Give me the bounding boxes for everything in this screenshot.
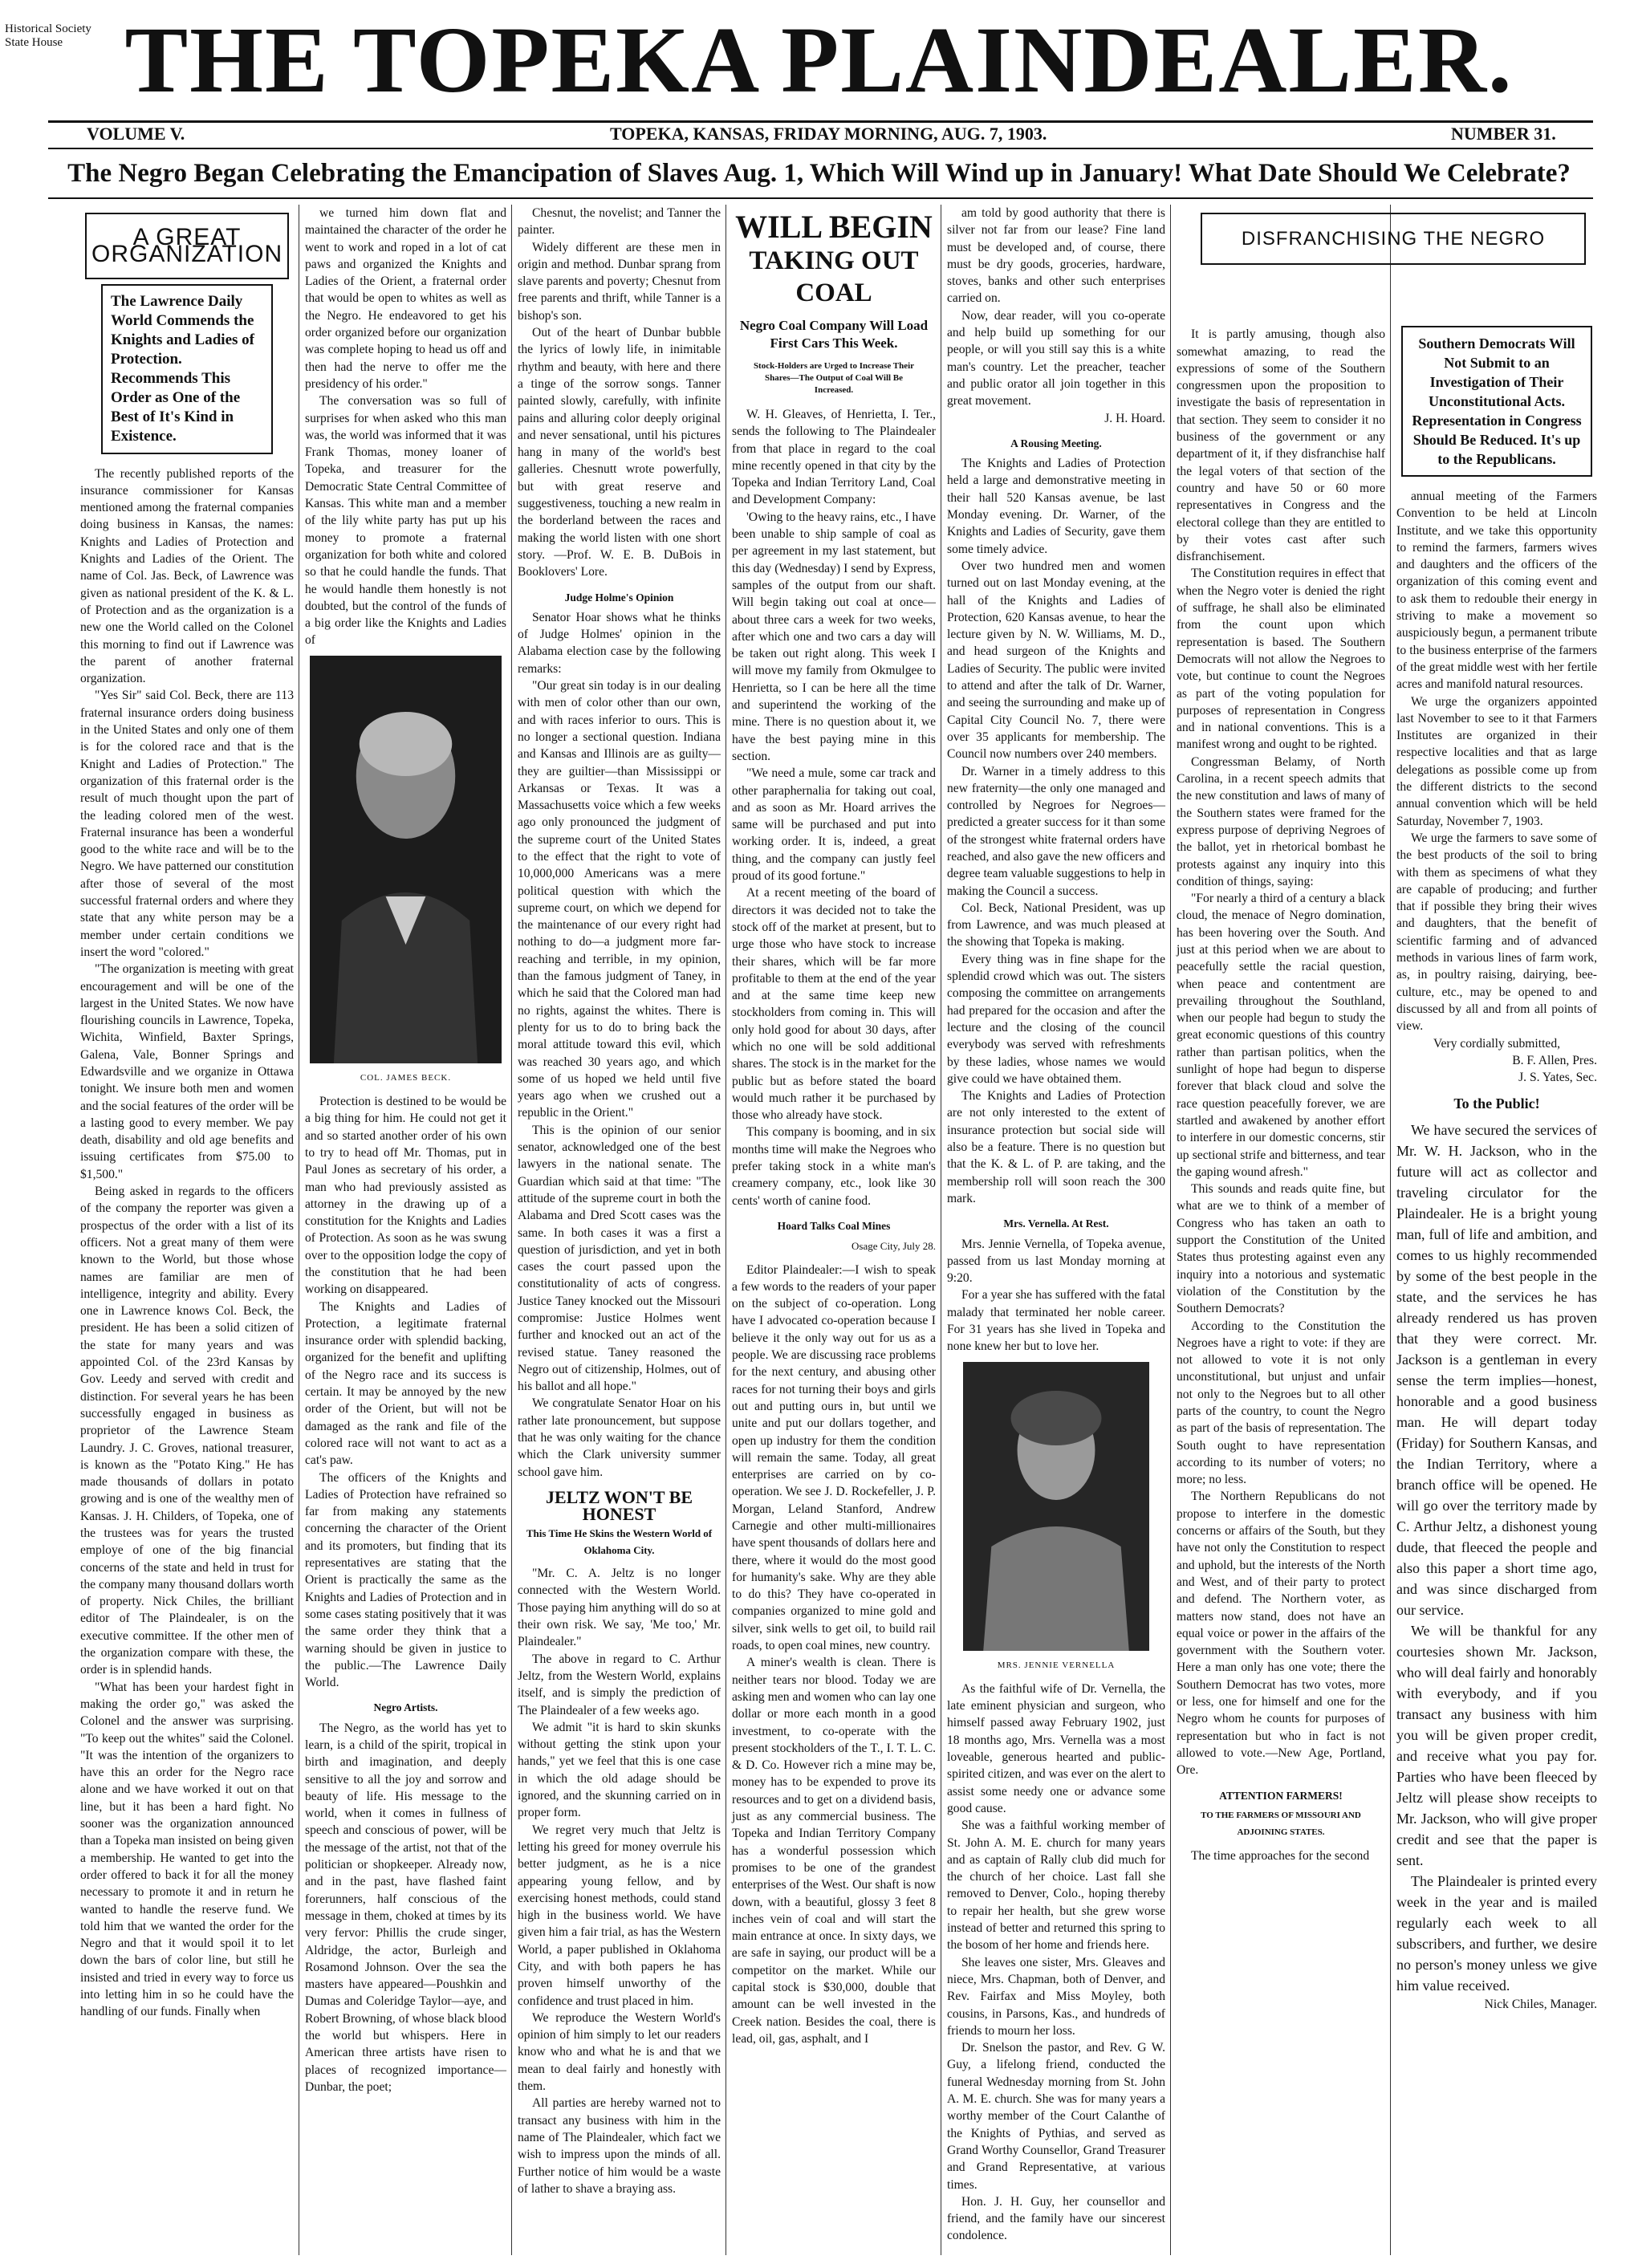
article-paragraph: We reproduce the Western World's opinion of him simply to let our readers know who and what he is and that we mean to deal fairly and honestly with them. — [518, 2010, 721, 2094]
rousing-meeting-heading: A Rousing Meeting. — [1010, 437, 1102, 449]
farmers-signature-secretary: J. S. Yates, Sec. — [1518, 1071, 1597, 1085]
article-paragraph: Congressman Belamy, of North Carolina, in a recent speech admits that the new constitution and laws of many of the Southern states were framed for the express purpose of depriving Negroes of the ballot, yet in rhetorical bombast he protests against any inquiry into this condition of things, saying: — [1177, 754, 1385, 888]
article-paragraph: This is the opinion of our senior senator, acknowledged one of the best lawyers in the national senate. The Guardian which said at that time: "The attitude of the supreme court in both the Alabama and Dred Scott cases was the same. In both cases it was a first a question of jurisdiction, and yet in both cases the court passed upon the constitutionality of acts of congress. Justice Taney knocked out the Missouri compromise: Justice Holmes went further and knocked out an act of the revised statue. Taney reasoned the Negro out of citizenship, Holmes, out of his ballot and all hope." — [518, 1123, 721, 1394]
great-organization-box-title: A GREAT ORGANIZATION — [85, 213, 289, 279]
attention-farmers-heading: ATTENTION FARMERS! — [1219, 1789, 1343, 1802]
portrait-photo-jennie-vernella — [963, 1362, 1149, 1651]
masthead-rule-top — [48, 120, 1593, 123]
column-7 — [1396, 321, 1597, 2263]
article-paragraph: The conversation was so full of surprises for when asked who this man was, the world was informed that it was Frank Thomas, money loaner of Topeka, and treasurer for the Democratic State Central Committee of Kansas. This white man and a member of the lily white party has put up his money to promote a fraternal organization for both white and colored so that he could handle the funds. That he would handle them honestly is not doubted, but the control of the funds of a big order like the Knights and Ladies of — [305, 394, 506, 648]
article-paragraph: 'Owing to the heavy rains, etc., I have been unable to ship sample of coal as per agreement in my last statement, but this day (Wednesday) I send by Express, samples of the output from our shaft. Will begin taking out coal at once—about three cars a week for two weeks, after which one and two cars a day will be taken out right along. This week I will move my family from Okmulgee to Henrietta, so I can be here all the time and superintend the working of the mine. There is no question about it, we have the best paying mine in this section. — [732, 510, 936, 763]
article-paragraph: It is partly amusing, though also somewhat amazing, to read the expressions of some of the Southern congressmen upon the proposition to investigate the basis of representation in that section. They seem to consider it no business of the government or any department of it, if they disfranchise half the legal voters of that section of the country and have 50 or 60 more representatives in Congress and the electoral college than they are entitled to by their votes cast after such disfranchisement. — [1177, 327, 1385, 564]
article-paragraph: This company is booming, and in six months time will make the Negroes who prefer taking stock in a white man's creamery company, etc., look like 30 cents' worth of canine food. — [732, 1125, 936, 1208]
article-paragraph: She leaves one sister, Mrs. Gleaves and niece, Mrs. Chapman, both of Denver, and Rev. Fairfax and Miss Moyley, both cousins, in Parsons, Kas., and hundreds of friends to mourn her loss. — [947, 1955, 1165, 2038]
column-rule — [1390, 205, 1391, 2255]
article-paragraph: At a recent meeting of the board of directors it was decided not to take the stock off of the market at present, but to urge those who have stock to increase their shares, which will be far more profitable to them at the end of the year and at the same time keep new stockholders from coming in. This will only hold good for about 30 days, after which no one will be sold additional shares. The stock is in the market for the public but as before stated the board would much rather it be purchased by those who already have stock. — [732, 886, 936, 1123]
article-paragraph: Senator Hoar shows what he thinks of Judge Holmes' opinion in the Alabama election case by the following remarks: — [518, 610, 721, 676]
article-paragraph: For a year she has suffered with the fatal malady that terminated her noble career. For 31 years has she lived in Topeka and none knew her but to love her. — [947, 1288, 1165, 1354]
masthead-title: THE TOPEKA PLAINDEALER. — [124, 7, 1514, 112]
column-rule — [511, 205, 512, 2255]
article-paragraph: The above in regard to C. Arthur Jeltz, from the Western World, explains itself, and is simply the prediction of The Plaindealer of a few weeks ago. — [518, 1652, 721, 1717]
article-paragraph: The Knights and Ladies of Protection held a large and demonstrative meeting in their hall 520 Kansas avenue, be last Monday evening. Dr. Warner, of the Knights and Ladies of Security, gave them some timely advice. — [947, 457, 1165, 556]
article-paragraph: "What has been your hardest fight in making the order go," was asked the Colonel and the answer was surprising. "To keep out the whites" said the Colonel. "It was the intention of the organizers to have this an order for the Negro race alone and we have worked it out on that line, but it has been a hard fight. No sooner was the organization announced than a Topeka man insisted on being given a membership. He wanted to get into the order offered to back it for all the money necessary to promote it and in return he wanted to handle the reserve fund. We told him that we wanted the order for the Negro and that it would spoil it to let down the bars of color line, but still he insisted and tried in every way to force us into letting him in so he could have the handling of our funds. Finally when — [80, 1680, 294, 2019]
article-paragraph: We admit "it is hard to skin skunks without getting the stink upon your hands," yet we feel that this is one case in which the old adage should be ignored, and the skunning carried on in proper form. — [518, 1720, 721, 1820]
spacer — [1177, 270, 1385, 326]
disfranchising-deck: Southern Democrats Will Not Submit to an Investigation of Their Unconstitutional Acts. Representation in Congress Should Be Reduced. It's up to the Republicans. — [1401, 326, 1592, 477]
hoard-signature: J. H. Hoard. — [1104, 411, 1165, 425]
column-3 — [518, 205, 721, 2259]
photo-caption: MRS. JENNIE VERNELLA — [997, 1660, 1116, 1670]
article-paragraph: The Northern Republicans do not propose to interfere in the domestic concerns or affairs of the South, but they have not only the Constitution to respect and uphold, but the interests of the North and West, and of their party to protect and defend. The Northern voter, as matters now stand, does not have an equal voice or power in the affairs of the government with the Southern voter. Here a man only has one vote; there the Southern Democrat has two votes, more or less, one for himself and one for the Negro whom he counts for purposes of representation but who in fact is not allowed to vote.—New Age, Portland, Ore. — [1177, 1490, 1385, 1778]
article-paragraph: We urge the organizers appointed last November to see to it that Farmers Institutes are organized in their respective localities and that as large delegations as possible come up from the different districts to the second annual convention which will be held Saturday, November 7, 1903. — [1396, 694, 1597, 828]
article-paragraph: The Negro, as the world has yet to learn, is a child of the spirit, tropical in birth and imagination, and deeply sensitive to all the joy and sorrow and beauty of life. His message to the world, when it comes in fullness of speech and conscious of power, will be the message of the artist, not that of the politician or shopkeeper. Already now, and in the past, have flashed faint forerunners, half conscious of the message in them, choked at times by its very fervor: Phillis the crude singer, Aldridge, the actor, Burleigh and Rosamond Johnson. Over the sea the masters have appeared—Poushkin and Dumas and Coleridge Taylor—aye, and Robert Browning, of whose black blood the world but whispers. Here in American three artists have risen to places of recognized importance—Dunbar, the poet; — [305, 1721, 506, 2094]
article-paragraph: We urge the farmers to save some of the best products of the soil to bring with them as specimens of what they are capable of producing; and further that if possible they bring their wives and daughters, that the benefit of scientific farming and of advanced methods in various lines of farm work, as, in poultry raising, dairying, bee-culture, etc., may be opened to and discussed by all and from all points of view. — [1396, 831, 1597, 1034]
article-paragraph: The Knights and Ladies of Protection are not only interested to the extent of insurance protection but social side will also be a feature. There is no question but that the K. & L. of P. are taking, and the membership roll will soon reach the 300 mark. — [947, 1089, 1165, 1205]
article-paragraph: "The organization is meeting with great encouragement and will be one of the largest in the United States. We now have flourishing councils in Lawrence, Topeka, Wichita, Winfield, Baxter Springs, Galena, Vale, Bonner Springs and Edwardsville and we organize in Ottawa tonight. We insure both men and women and the social features of the order will be a lasting good to every member. We pay death, disability and old age benefits and issuing certificates from $75.00 to $1,500." — [80, 962, 294, 1181]
vernella-heading: Mrs. Vernella. At Rest. — [1003, 1217, 1109, 1230]
portrait-photo-col-beck — [310, 656, 502, 1063]
issue-line-rule — [48, 148, 1593, 149]
stamp-line-1: Historical Society — [5, 22, 91, 35]
jeltz-subheadline: This Time He Skins the Western World of Oklahoma City. — [526, 1526, 713, 1556]
coal-headline-line-1: WILL BEGIN — [735, 209, 933, 245]
coal-headline-line-2: TAKING OUT COAL — [749, 246, 919, 307]
to-the-public-heading: To the Public! — [1453, 1095, 1540, 1112]
column-2 — [305, 205, 506, 2259]
column-rule — [1170, 205, 1171, 2255]
article-paragraph: The officers of the Knights and Ladies of Protection have refrained so far from making any statements concerning the character of the Orient and its promoters, but finding that its representatives are stating that the Orient is practically the same as the Knights and Ladies of Protection and in some cases stating positively that it was the same order they think that a warning should be given in justice to the public.—The Lawrence Daily World. — [305, 1470, 506, 1690]
article-paragraph: We have secured the services of Mr. W. H. Jackson, who in the future will act as collector and traveling circulator for the Plaindealer. He is a bright young man, full of life and ambition, and comes to us highly recommended by some of the best people in the state, and the services he has already rendered us has proven that they were correct. Mr. Jackson is a gentleman in every sense the term implies—honest, honorable and a good business man. He will depart today (Friday) for Southern Kansas, and the Indian Territory, where a branch office will be opened. He will go over the territory made by C. Arthur Jeltz, a dishonest young dude, that fleeced the people and also this paper a short time ago, and was since discharged from our service. — [1396, 1121, 1597, 1618]
article-paragraph: Over two hundred men and women turned out on last Monday evening, at the hall of the Knights and Ladies of Protection, 620 Kansas avenue, to hear the lecture given by N. W. Williams, M. D., and head surgeon of the Knights and Ladies of Security. The public were invited to attend and after the talk of Dr. Warner, and seeing the surrounding and make up of Capital City Council No. 7, there were over 35 applicants for membership. The Council now numbers over 240 members. — [947, 559, 1165, 762]
portrait-figure-icon — [963, 1362, 1149, 1651]
article-paragraph: All parties are hereby warned not to transact any business with him in the name of The Plaindealer, which fact we wish to impress upon the minds of all. Further notice of him would be a waste of lather to shave a braying ass. — [518, 2096, 721, 2196]
article-paragraph: Out of the heart of Dunbar bubble the lyrics of lowly life, in inimitable rhythm and beauty, with here and there a tinge of the sorrow songs. Tanner painted slowly, carefully, with infinite pains and alluring color deeply original and never sensational, until his pictures hang in many of the world's best galleries. Chesnutt wrote powerfully, but with great reserve and suggestiveness, touching a new realm in the borderland between the races and making the world listen with one short story. —Prof. W. E. B. DuBois in Booklovers' Lore. — [518, 326, 721, 579]
article-paragraph: The time approaches for the second — [1191, 1849, 1370, 1864]
article-paragraph: She was a faithful working member of St. John A. M. E. church for many years and as captain of Rally club did much for the church of her choice. Last fall she removed to Denver, Colo., hoping thereby to repair her health, but she grew worse instead of better and returned this spring to the bosom of her home and friends here. — [947, 1819, 1165, 1953]
portrait-figure-icon — [310, 656, 502, 1063]
column-1 — [80, 205, 294, 2259]
jeltz-headline: JELTZ WON'T BE HONEST — [545, 1486, 693, 1525]
stamp-line-2: State House — [5, 36, 63, 49]
article-paragraph: Widely different are these men in origin and method. Dunbar sprang from slave parents and poverty; Chesnut from free parents and thrift, while Tanner is a bishop's son. — [518, 240, 721, 323]
article-paragraph: we turned him down flat and maintained the character of the order he went to work and roped in a lot of cat paws and organized the Knights and Ladies of the Orient, a fraternal order that would be open to whites as well as the Negro. He endeavored to get his order organized before our organization was complete hoping to head us off and then had the nerve to offer me the presidency of his order." — [305, 206, 506, 391]
article-paragraph: Chesnut, the novelist; and Tanner the painter. — [518, 206, 721, 238]
attention-farmers-subheading: TO THE FARMERS OF MISSOURI AND ADJOINING STATES. — [1201, 1810, 1361, 1838]
banner-headline: The Negro Began Celebrating the Emancipation of Slaves Aug. 1, Which Will Wind up in January! What Date Should We Celebrate? — [67, 159, 1571, 188]
article-paragraph: A miner's wealth is clean. There is neither tears nor blood. Today we are asking men and women who can lay one dollar or more each month in a good investment, to co-operate with the present stockholders of the T., I. T. L. C. & D. Co. However rich a mine may be, money has to be expended to prove its resources and to get on a dividend basis, just as any commercial business. The Topeka and Indian Territory Company has a wonderful possession which promises to be one of the grandest enterprises of the West. Our shaft is now down, with a beautiful, glossy 3 feet 8 inches vein of coal and will start the main entrance at once. In sixty days, we are safe in saying, our product will be a competitor on the market. While our capital stock is $30,000, double that amount can be well invested in the Creek nation. Besides the coal, there is lead, oil, gas, asphalt, and I — [732, 1656, 936, 2046]
number-label: NUMBER 31. — [1451, 124, 1556, 144]
article-paragraph: Mrs. Jennie Vernella, of Topeka avenue, passed from us last Monday morning at 9:20. — [947, 1237, 1165, 1286]
article-paragraph: Col. Beck, National President, was up from Lawrence, and was much pleased at the showing that Topeka is making. — [947, 900, 1165, 949]
article-paragraph: Now, dear reader, will you co-operate and help build up something for our people, or will you still say this is a white man's country. Let the preacher, teacher and public orator all join together in this great movement. — [947, 308, 1165, 408]
column-5 — [947, 205, 1165, 2259]
article-paragraph: W. H. Gleaves, of Henrietta, I. Ter., sends the following to The Plaindealer from that place in regard to the coal mine recently opened in that city by the Topeka and Indian Territory Land, Coal and Development Company: — [732, 408, 936, 507]
article-paragraph: The recently published reports of the insurance commissioner for Kansas mentioned among the fraternal companies doing business in Kansas, the names: Knights and Ladies of Protection and Knights and Ladies of the Orient. The name of Col. Jas. Beck, of Lawrence was given as national president of the K. & L. of Protection and as the organization is a new one the World called on the Colonel this morning to find out if Lawrence was the parent of another fraternal organization. — [80, 466, 294, 686]
column-4 — [732, 205, 936, 2259]
article-paragraph: Dr. Snelson the pastor, and Rev. G W. Guy, a lifelong friend, conducted the funeral Wednesday morning from St. John A. M. E. church. She was for many years a worthy member of the Court Calanthe of the Knights of Pythias, and served as Grand Worthy Counsellor, Grand Treasurer and Grand Representative, at various times. — [947, 2041, 1165, 2192]
hoard-coal-mines-heading: Hoard Talks Coal Mines — [777, 1219, 891, 1232]
negro-artists-heading: Negro Artists. — [373, 1701, 438, 1714]
article-paragraph: We regret very much that Jeltz is letting his greed for money overrule his better judgment, as he is a nice appearing young fellow, and by exercising honest methods, could stand high in the business world. We have given him a fair trial, as has the Western World, a paper published in Oklahoma City, and with both papers he has proven himself unworthy of the confidence and trust placed in him. — [518, 1823, 721, 2008]
coal-deck-1: Negro Coal Company Will Load First Cars This Week. — [739, 318, 929, 351]
volume-label: VOLUME V. — [87, 124, 185, 144]
article-paragraph: This sounds and reads quite fine, but what are we to think of a member of Congress who has taken an oath to support the Constitution of the United States thus protesting against even any inquiry into a notorious and systematic violation of the Constitution by the Southern Democrats? — [1177, 1182, 1385, 1316]
article-paragraph: We will be thankful for any courtesies shown Mr. Jackson, who will deal fairly and honorably with everybody, and if you transact any business with him you will be given proper credit, and receive what you pay for. Parties who have been fleeced by Jeltz will please show receipts to Mr. Jackson, who will give proper credit and see that the paper is sent. — [1396, 1622, 1597, 1868]
place-date-label: TOPEKA, KANSAS, FRIDAY MORNING, AUG. 7, 1903. — [610, 124, 1047, 144]
article-paragraph: "For nearly a third of a century a black cloud, the menace of Negro domination, has been hovering over the South. And just at this period when we are about to peacefully settle the racial question, when peace and contentment are prevailing throughout the Southland, when our people had begun to study the great economic questions of this country rather than partisan politics, when the sunlight of hope had begun to disperse forever that black cloud and solve the race question peacefully forever, we are startled and awakened by another effort to interfere in our domestic concerns, stir up sectional strife and bitterness, and tear the gaping wound afresh." — [1177, 892, 1385, 1179]
disfranchising-box-title: DISFRANCHISING THE NEGRO — [1201, 213, 1586, 265]
article-paragraph: As the faithful wife of Dr. Vernella, the late eminent physician and surgeon, who himself passed away February 1902, just 18 months ago, Mrs. Vernella was a most loveable, generous hearted and public-spirited citizen, and was ever on the alert to assist some needy one or advance some good cause. — [947, 1681, 1165, 1815]
article-paragraph: Hon. J. H. Guy, her counsellor and friend, and the family have our sincerest condolence. — [947, 2194, 1165, 2243]
article-paragraph: "We need a mule, some car track and other paraphernalia for taking out coal, and as soon as Mr. Hoard arrives the same will be purchased and put into working order. It is, indeed, a great thing, and the company can justly feel proud of its good fortune." — [732, 766, 936, 884]
farmers-closing: Very cordially submitted, — [1433, 1036, 1561, 1051]
article-paragraph: Every thing was in fine shape for the splendid crowd which was out. The sisters composing the committee on arrangements had prepared for the occasion and after the lecture and the closing of the council everybody was served with refreshments by these ladies, whose names we would give could we have obtained them. — [947, 952, 1165, 1086]
great-organization-deck: The Lawrence Daily World Commends the Knights and Ladies of Protection. Recommends This Order as One of the Best of It's Kind in Existence. — [101, 284, 273, 454]
article-paragraph: am told by good authority that there is silver not far from our lease? Fine land must be developed and, of course, there must be dry goods, groceries, hardware, stoves, banks and other such enterprises carried on. — [947, 206, 1165, 306]
article-paragraph: "Yes Sir" said Col. Beck, there are 113 fraternal insurance orders doing business in the United States and only one of them is for the colored race and that is the Knight and Ladies of Protection." The organization of this fraternal order is the result of much thought upon the part of the leading colored men of the west. Fraternal insurance has been a wonderful good to the white race and will be to the Negro. We have patterned our constitution after those of several of the most successful fraternal orders and where they state that any white person may be a member under certain conditions we insert the word "colored." — [80, 689, 294, 959]
photo-caption: COL. JAMES BECK. — [360, 1072, 452, 1083]
article-paragraph: According to the Constitution the Negroes have a right to vote: if they are not allowed to vote it is not only unconstitutional, but unjust and unfair not only to the Negroes but to all other parts of the country, to count the Negro as part of the basis of representation. The South ought to have representation according to its number of voters; no more; no less. — [1177, 1319, 1385, 1487]
article-paragraph: Editor Plaindealer:—I wish to speak a few words to the readers of your paper on the subject of co-operation. Long have I advocated co-operation because I believe it the only way out for us as a people. We are discussing race problems for the next century, and abusing other races for not turning their boys and girls out and putting ours in, but until we unite and put our dollars together, and open up industry for them the condition will remain the same. Today, all great enterprises are carried on by co-operation. We see J. D. Rockefeller, J. P. Morgan, Leland Stanford, Andrew Carnegie and other multi-millionaires have spent thousands of dollars here and there, where it would do the most good for humanity's sake. Why are they able to do this? They have co-operated in companies organized to mine gold and silver, sink wells to get oil, to build rail roads, to open coal mines, new country. — [732, 1262, 936, 1653]
article-paragraph: "Our great sin today is in our dealing with men of color other than our own, and with races inferior to ours. This is no longer a sectional question. Indiana and Kansas and Illinois are as guilty—they are guiltier—than Mississippi or Arkansas or Texas. It was a Massachusetts voice which a few weeks ago only pronounced the judgment of the supreme court of the United States to the effect that the right to vote of 10,000,000 Americans was a mere political question with which the supreme court, on which we depend for the maintenance of our every right had nothing to do—a judgment more far-reaching and terrible, in my opinion, than the famous judgment of Taney, in which he said that the Colored man had no rights, against the whites. There is plenty for us to do to bring back the moral attitude toward this evil, which was reached 30 years ago, and which some of us hoped we held until five years ago when we crushed out a republic in the Orient." — [518, 679, 721, 1120]
article-paragraph: annual meeting of the Farmers Convention to be held at Lincoln Institute, and we take this opportunity to remind the farmers, farmers wives and daughters and the officers of the organization of this coming event and to ask them to redouble their energy in striving to make a movement so auspiciously begun, a permanent tribute to the business enterprise of the farmers of the great middle west with her fertile acres and manifold natural resources. — [1396, 490, 1597, 692]
article-paragraph: Being asked in regards to the officers of the company the reporter was given a prospectus of the order with a list of its officers. Not a great many of them were known to the World, but those whose names are familiar are men of intelligence, integrity and ability. Every one in Lawrence knows Col. Beck, the president. He has been a solid citizen of the state for many years and was appointed Col. of the 23rd Kansas by Gov. Leedy and served with credit and distinction. For several years he has been successfully engaged in business as proprietor of the Lawrence Steam Laundry. J. C. Groves, national treasurer, is known as the "Potato King." He has made thousands of dollars in potato growing and is one of the wealthy men of Kansas. J. H. Childers, of Topeka, one of the trustees was for years the trusted employe of one of the big financial concerns of the state and held in trust for the company many thousand dollars worth of property. Nick Chiles, the brilliant editor of The Plaindealer, is on the executive committee. If the other men of the organization compare with these, the order is in splendid hands. — [80, 1185, 294, 1677]
article-paragraph: Dr. Warner in a timely address to this new fraternity—the only one managed and controlled by Negroes for Negroes—predicted a greater success for it than some of the strongest white fraternal orders have reached, and also gave the new officers and degree team valuable suggestions to help in making the Council a success. — [947, 764, 1165, 898]
article-paragraph: We congratulate Senator Hoar on his rather late pronouncement, but suppose that he was only waiting for the chance which the Clark university summer school gave him. — [518, 1396, 721, 1479]
manager-signature: Nick Chiles, Manager. — [1484, 1997, 1597, 2011]
article-paragraph: The Constitution requires in effect that when the Negro voter is denied the right of suffrage, he shall also be eliminated from the count upon which representation is based. The Southern Democrats will not allow the Negroes to vote, but continue to count the Negroes as part of the voting population for purposes of representation in Congress and in national conventions. This is a manifest wrong and ought to be righted. — [1177, 567, 1385, 752]
coal-deck-2: Stock-Holders are Urged to Increase Their Shares—The Output of Coal Will Be Increased. — [753, 361, 915, 395]
hoard-dateline: Osage City, July 28. — [852, 1240, 936, 1253]
farmers-signature-president: B. F. Allen, Pres. — [1512, 1053, 1597, 1067]
article-paragraph: The Plaindealer is printed every week in the year and is mailed regularly each week to all subscribers, and further, we desire no person's money unless we give him value received. — [1396, 1872, 1597, 1994]
holmes-opinion-heading: Judge Holme's Opinion — [564, 591, 674, 604]
article-paragraph: The Knights and Ladies of Protection, a legitimate fraternal insurance order with splendid backing, organized for the benefit and uplifting of the Negro race and its success is certain. It may be annoyed by the new order of the Orient, but will not be damaged as the rank and file of the colored race will not want to act as a cat's paw. — [305, 1299, 506, 1468]
article-paragraph: "Mr. C. A. Jeltz is no longer connected with the Western World. Those paying him anything will do so at their own risk. We say, 'Me too,' Mr. Plaindealer." — [518, 1567, 721, 1649]
banner-rule — [48, 197, 1593, 199]
article-paragraph: Protection is destined to be would be a big thing for him. He could not get it and so started another order of his own to try to head off Mr. Thomas, put in Paul Jones as secretary of his order, a man who had previously assisted as attorney in the drawing up of a constitution for the Knights and Ladies of Protection. As soon as he was swung over to the opposition lodge the copy of the constitution that he had been working on disappeared. — [305, 1095, 506, 1297]
